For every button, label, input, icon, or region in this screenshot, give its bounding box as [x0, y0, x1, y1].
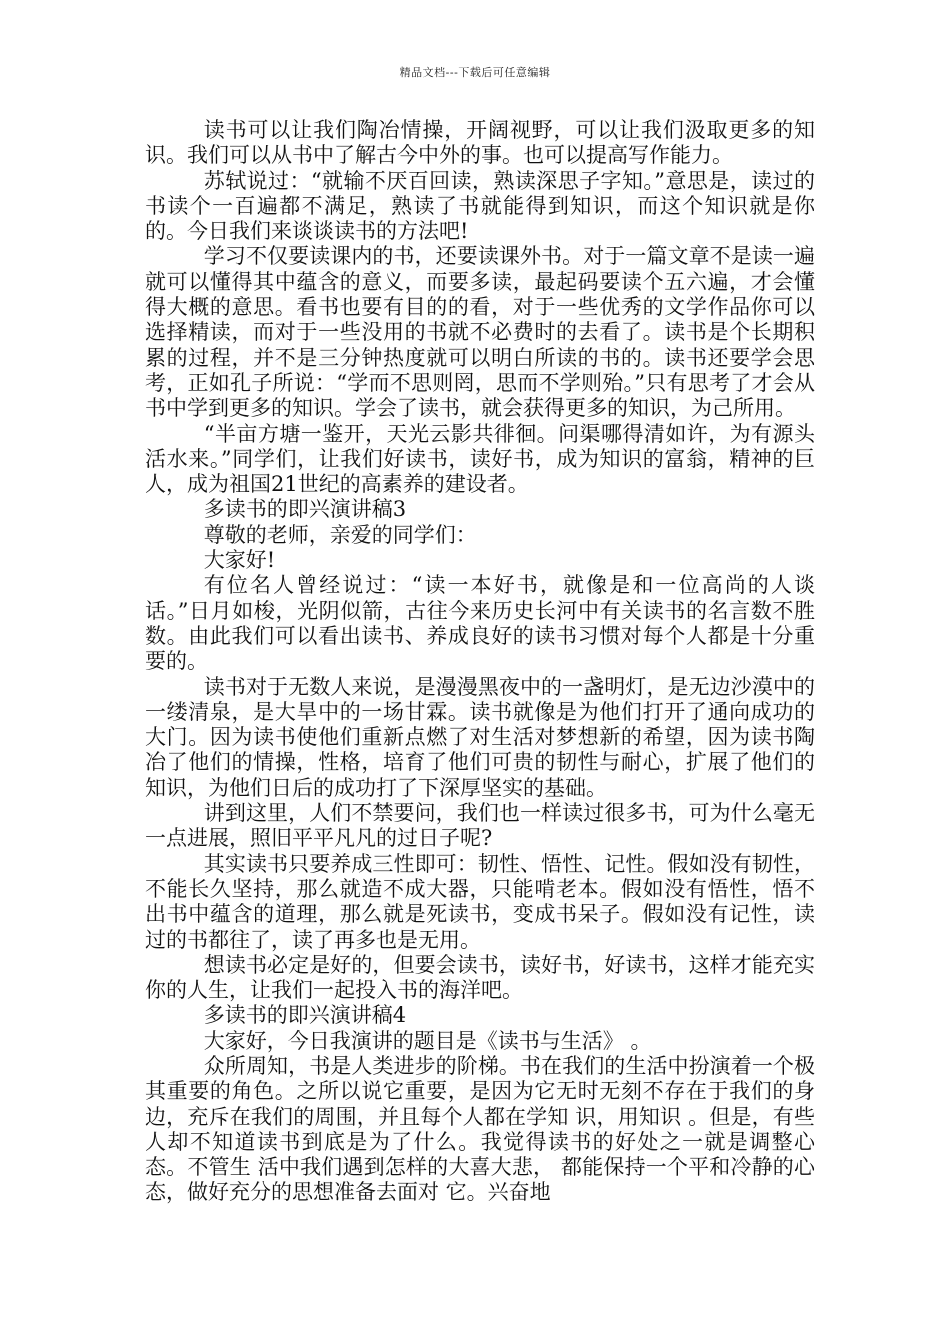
paragraph: 学习不仅要读课内的书，还要读课外书。对于一篇文章不是读一遍就可以懂得其中蕴含的意义，而要多读，最起码要读个五六遍，才会懂得大概的意思。看书也要有目的的看，对于一些优秀的文学作品你可以选择精读，而对于一些没用的书就不必费时的去看了。读书是个长期积累的过程，并不是三分钟热度就可以明白所读的书的。读书还要学会思考，正如孔子所说：“学而不思则罔，思而不学则殆。”只有思考了才会从书中学到更多的知识。学会了读书，就会获得更多的知识，为己所用。 — [145, 244, 815, 421]
salutation: 尊敬的老师，亲爱的同学们： — [203, 522, 477, 547]
paragraph: 想读书必定是好的，但要会读书，读好书，好读书，这样才能充实你的人生，让我们一起投入书的海洋吧。 — [145, 952, 815, 1003]
paragraph: 读书对于无数人来说，是漫漫黑夜中的一盏明灯，是无边沙漠中的一缕清泉，是大旱中的一场甘霖。读书就像是为他们打开了通向成功的大门。因为读书使他们重新点燃了对生活对梦想新的希望，因为读书陶冶了他们的情操，性格，培育了他们可贵的韧性与耐心，扩展了他们的知识，为他们日后的成功打了下深厚坚实的基础。 — [145, 674, 815, 800]
paragraph: 有位名人曾经说过：“读一本好书，就像是和一位高尚的人谈话。”日月如梭，光阴似箭，古往今来历史长河中有关读书的名言数不胜数。由此我们可以看出读书、养成良好的读书习惯对每个人都是十分重要的。 — [145, 573, 815, 674]
paragraph: 苏轼说过：“就输不厌百回读，熟读深思子字知。”意思是，读过的书读个一百遍都不满足，熟读了书就能得到知识，而这个知识就是你的。今日我们来谈谈读书的方法吧! — [145, 168, 815, 244]
paragraph: 其实读书只要养成三性即可：韧性、悟性、记性。假如没有韧性，不能长久坚持，那么就造不成大器，只能啃老本。假如没有悟性，悟不出书中蕴含的道理，那么就是死读书，变成书呆子。假如没有记性，读过的书都往了，读了再多也是无用。 — [145, 851, 815, 952]
paragraph: 讲到这里，人们不禁要问，我们也一样读过很多书，可为什么毫无一点进展，照旧平平凡凡的过日子呢? — [145, 801, 815, 851]
document-body — [145, 118, 815, 1206]
section-heading: 多读书的即兴演讲稿3 — [203, 497, 407, 522]
paragraph: 众所周知，书是人类进步的阶梯。书在我们的生活中扮演着一个极其重要的角色。之所以说它重要，是因为它无时无刻不存在于我们的身边，充斥在我们的周围，并且每个人都在学知 识，用知识 。但是，有些人却不知道读书到底是为了什么。我觉得读书的好处之一就是调整心态。不管生 活中我们遇到怎样的大喜大悲， 都能保持一个平和冷静的心态，做好充分的思想准备去面对 它。兴奋地 — [145, 1053, 815, 1205]
page-header: 精品文档---下载后可任意编辑 — [399, 66, 551, 79]
paragraph: “半亩方塘一鉴开，天光云影共徘徊。问渠哪得清如许，为有源头活水来。”同学们，让我们好读书，读好书，成为知识的富翁，精神的巨人，成为祖国21世纪的高素养的建设者。 — [145, 421, 815, 497]
paragraph: 读书可以让我们陶冶情操，开阔视野，可以让我们汲取更多的知识。我们可以从书中了解古今中外的事。也可以提高写作能力。 — [145, 118, 815, 168]
paragraph: 大家好，今日我演讲的题目是《读书与生活》 。 — [203, 1028, 652, 1053]
greeting: 大家好! — [203, 548, 276, 573]
section-heading: 多读书的即兴演讲稿4 — [203, 1003, 407, 1028]
